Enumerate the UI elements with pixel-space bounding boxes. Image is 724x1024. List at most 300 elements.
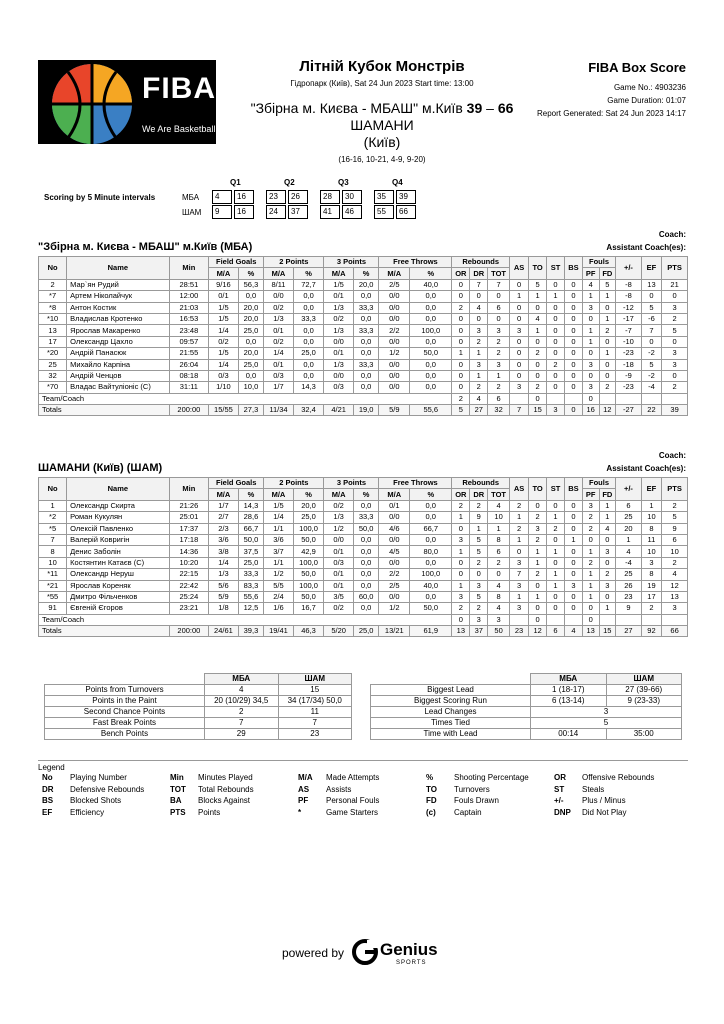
col-rebounds: Rebounds — [452, 257, 510, 268]
logo-text: FIBA — [142, 72, 216, 105]
player-stat: *11 — [39, 569, 67, 580]
player-stat: 3 — [662, 603, 688, 614]
interval-score-cell: 35 — [374, 190, 394, 204]
legend-desc: Fouls Drawn — [454, 796, 499, 805]
player-stat: 1 — [452, 546, 470, 557]
player-stat: 09:57 — [169, 336, 209, 347]
player-stat: 2 — [39, 279, 67, 290]
player-stat: 0 — [547, 557, 565, 568]
col-st: ST — [547, 478, 565, 501]
player-stat: 0 — [529, 302, 547, 313]
player-name: Денис Заболін — [67, 546, 169, 557]
player-stat: 1 — [547, 512, 565, 523]
player-stat: 0/1 — [324, 569, 353, 580]
player-stat: 1/3 — [209, 569, 238, 580]
stats-value: 6 (13-14) — [531, 696, 607, 707]
totals-stat: 4 — [564, 626, 582, 637]
home-box-score-table — [38, 256, 688, 416]
player-stat: 0/0 — [379, 302, 410, 313]
away-box-score-table — [38, 477, 688, 637]
legend-desc: Game Starters — [326, 807, 379, 817]
player-name: Мар`ян Рудий — [67, 279, 169, 290]
venue-info: Гідропарк (Київ), Sat 24 Jun 2023 Start time: 13:00 — [290, 79, 474, 88]
player-stat: 4 — [488, 580, 510, 591]
team-coach-label: Team/Coach — [39, 393, 452, 404]
player-stat: 0 — [564, 382, 582, 393]
player-stat: 0 — [488, 569, 510, 580]
player-stat: 1 — [529, 291, 547, 302]
totals-stat: 61,9 — [410, 626, 452, 637]
interval-team-abbr: ШАМ — [182, 208, 202, 217]
col-sub: M/A — [379, 489, 410, 500]
totals-stat: 32,4 — [293, 405, 324, 416]
totals-stat: 19,0 — [353, 405, 379, 416]
team-coach-stat — [616, 614, 642, 625]
player-stat: 0,0 — [353, 580, 379, 591]
player-stat: 55,6 — [238, 591, 264, 602]
col-sub: % — [293, 268, 324, 279]
stats-header-row — [371, 674, 682, 685]
player-stat: 0,0 — [410, 370, 452, 381]
legend-abbr: Min — [170, 773, 184, 782]
legend-abbr: No — [42, 773, 53, 782]
legend-desc: Shooting Percentage — [454, 773, 529, 782]
player-stat: 0 — [641, 291, 661, 302]
player-stat: 25,0 — [293, 348, 324, 359]
player-stat: 0,0 — [353, 557, 379, 568]
player-stat: 26:04 — [169, 359, 209, 370]
player-stat: 9 — [662, 523, 688, 534]
player-row — [39, 313, 688, 324]
player-stat: -6 — [641, 313, 661, 324]
interval-score-cell: 30 — [342, 190, 362, 204]
legend-desc: Minutes Played — [198, 773, 253, 782]
player-stat: 2 — [452, 500, 470, 511]
player-stat: 6 — [662, 534, 688, 545]
player-stat: 3 — [599, 580, 616, 591]
logo-tagline: We Are Basketball — [142, 124, 216, 134]
player-stat: 1 — [509, 291, 528, 302]
player-stat: 3 — [470, 580, 488, 591]
player-stat: 0,0 — [353, 382, 379, 393]
player-row — [39, 603, 688, 614]
player-stat: 0/1 — [324, 291, 353, 302]
player-stat: 19 — [641, 580, 661, 591]
player-stat: 1/2 — [264, 569, 293, 580]
player-stat: 1 — [599, 348, 616, 359]
col-3-points: 3 Points — [324, 257, 379, 268]
stats-label: Biggest Lead — [371, 685, 531, 696]
totals-stat: 37 — [470, 626, 488, 637]
player-stat: 20 — [616, 523, 642, 534]
player-stat: 0/2 — [209, 336, 238, 347]
player-stat: 8 — [641, 569, 661, 580]
genius-brand-sub: SPORTS — [396, 960, 427, 966]
legend-desc: Total Rebounds — [198, 784, 254, 794]
player-stat: 2 — [529, 348, 547, 359]
stats-row — [371, 685, 682, 696]
player-stat: 1 — [599, 313, 616, 324]
legend-abbr: EF — [42, 807, 53, 817]
player-stat: 20,0 — [238, 302, 264, 313]
stats-value: 35:00 — [606, 729, 682, 740]
player-name: Олександр Неруш — [67, 569, 169, 580]
player-name: Владислав Кротенко — [67, 313, 169, 324]
stats-value: 34 (17/34) 50,0 — [278, 696, 352, 707]
totals-stat: 27 — [616, 626, 642, 637]
legend-abbr: DNP — [554, 807, 571, 817]
col-sub: M/A — [379, 268, 410, 279]
interval-score-cell: 41 — [320, 205, 340, 219]
player-stat: 1/8 — [209, 603, 238, 614]
player-stat: 0,0 — [410, 313, 452, 324]
player-stat: 100,0 — [293, 557, 324, 568]
player-stat: 0 — [529, 500, 547, 511]
legend-abbr: AS — [298, 784, 310, 794]
col-name: Name — [67, 478, 169, 501]
player-stat: 16,7 — [293, 603, 324, 614]
player-stat: 17 — [641, 591, 661, 602]
totals-stat: 15/55 — [209, 405, 238, 416]
totals-stat: 16 — [582, 405, 599, 416]
player-stat: 0/0 — [379, 591, 410, 602]
player-stat: 0/1 — [324, 546, 353, 557]
totals-stat: 22 — [641, 405, 661, 416]
player-stat: 0 — [509, 348, 528, 359]
player-stat: 80,0 — [410, 546, 452, 557]
player-stat: 33,3 — [353, 325, 379, 336]
totals-stat: 50 — [488, 626, 510, 637]
player-stat: 0/2 — [264, 302, 293, 313]
legend-item — [426, 785, 490, 794]
stats-label: Time with Lead — [371, 729, 531, 740]
player-stat: -4 — [616, 557, 642, 568]
player-stat: 3 — [452, 591, 470, 602]
totals-stat: 55,6 — [410, 405, 452, 416]
player-stat: 33,3 — [353, 359, 379, 370]
player-stat: 2 — [509, 500, 528, 511]
player-stat: 0 — [564, 279, 582, 290]
player-stat: 0,0 — [410, 557, 452, 568]
player-stat: 33,3 — [238, 569, 264, 580]
player-stat: 0,0 — [238, 370, 264, 381]
player-stat: 0 — [452, 523, 470, 534]
player-stat: 33,3 — [353, 302, 379, 313]
interval-score-cell: 28 — [320, 190, 340, 204]
player-stat: 7 — [509, 569, 528, 580]
legend-item — [426, 808, 482, 817]
player-stat: 0/0 — [379, 336, 410, 347]
team-coach-stat: 0 — [529, 393, 547, 404]
player-stat: 0,0 — [293, 302, 324, 313]
player-stat: 0/1 — [379, 500, 410, 511]
player-row — [39, 291, 688, 302]
player-stat: 1/7 — [209, 500, 238, 511]
player-name: Дмитро Фільченков — [67, 591, 169, 602]
player-stat: 0,0 — [410, 336, 452, 347]
player-stat: 2 — [452, 302, 470, 313]
legend-abbr: FD — [426, 796, 437, 805]
player-stat: 2/7 — [209, 512, 238, 523]
stats-value: 7 — [278, 718, 352, 729]
player-stat: -12 — [616, 302, 642, 313]
player-stat: 9 — [616, 603, 642, 614]
totals-row — [39, 405, 688, 416]
player-stat: 0,0 — [353, 500, 379, 511]
col-plus-minus: +/- — [616, 257, 642, 280]
team-coach-stat: 3 — [488, 614, 510, 625]
player-stat: 1 — [509, 534, 528, 545]
player-stat: 0 — [564, 569, 582, 580]
legend-item — [554, 773, 654, 782]
legend-abbr: +/- — [554, 796, 564, 805]
player-stat: 0 — [662, 370, 688, 381]
away-team-name: ШАМАНИ — [350, 117, 414, 133]
player-stat: 0 — [564, 546, 582, 557]
col-st: ST — [547, 257, 565, 280]
legend-abbr: TO — [426, 784, 437, 794]
player-stat: 28:51 — [169, 279, 209, 290]
stats-label: Points in the Paint — [45, 696, 205, 707]
player-stat: *7 — [39, 291, 67, 302]
player-stat: 0,0 — [353, 603, 379, 614]
player-name: Ярослав Кореняк — [67, 580, 169, 591]
player-stat: 1 — [529, 546, 547, 557]
player-stat: 0 — [662, 336, 688, 347]
player-stat: 40,0 — [410, 580, 452, 591]
player-stat: 1 — [582, 291, 599, 302]
player-stat: 21:26 — [169, 500, 209, 511]
player-stat: 0 — [488, 313, 510, 324]
player-stat: 1 — [529, 557, 547, 568]
player-name: Олександр Скирта — [67, 500, 169, 511]
player-stat: *5 — [39, 523, 67, 534]
player-stat: 1 — [582, 336, 599, 347]
player-stat: 0 — [547, 500, 565, 511]
player-stat: 1 — [564, 534, 582, 545]
stats-label: Second Chance Points — [45, 707, 205, 718]
player-stat: 1/4 — [264, 348, 293, 359]
player-stat: 66,7 — [410, 523, 452, 534]
player-stat: 0 — [509, 279, 528, 290]
player-stat: 1/3 — [264, 313, 293, 324]
team-coach-stat: 0 — [529, 614, 547, 625]
player-stat: 50,0 — [293, 534, 324, 545]
player-stat: 4 — [582, 279, 599, 290]
player-stat: 13 — [641, 279, 661, 290]
col-sub: DR — [470, 268, 488, 279]
legend-desc: Blocks Against — [198, 796, 251, 805]
player-stat: 3 — [488, 325, 510, 336]
quarter-label: Q1 — [230, 178, 241, 187]
team-coach-stat — [599, 614, 616, 625]
player-stat: 17:18 — [169, 534, 209, 545]
legend-desc: Efficiency — [70, 807, 105, 817]
totals-stat: 23 — [509, 626, 528, 637]
legend-desc: Offensive Rebounds — [582, 773, 655, 782]
player-stat: 2 — [662, 313, 688, 324]
col-as: AS — [509, 257, 528, 280]
team-coach-stat — [599, 393, 616, 404]
player-stat: 5 — [470, 591, 488, 602]
player-stat: 0,0 — [353, 291, 379, 302]
player-name: Євгеній Єгоров — [67, 603, 169, 614]
player-stat: 0,0 — [293, 291, 324, 302]
player-stat: 4 — [488, 603, 510, 614]
genius-g-icon — [352, 938, 378, 966]
col-fouls: Fouls — [582, 478, 615, 489]
player-stat: 3/6 — [264, 534, 293, 545]
player-stat: 0 — [564, 370, 582, 381]
player-stat: 1 — [599, 291, 616, 302]
col-sub: OR — [452, 489, 470, 500]
player-stat: 0/1 — [324, 348, 353, 359]
away-score: 66 — [497, 100, 514, 116]
player-stat: 0,0 — [353, 313, 379, 324]
player-stat: 10 — [488, 512, 510, 523]
player-stat: 0/0 — [324, 370, 353, 381]
col-field-goals: Field Goals — [209, 257, 264, 268]
match-header — [222, 58, 542, 164]
quarter-label: Q3 — [338, 178, 349, 187]
interval-team-abbr: МБА — [182, 193, 200, 202]
player-stat: 1/1 — [264, 557, 293, 568]
col-sub: DR — [470, 489, 488, 500]
player-stat: 8 — [488, 591, 510, 602]
totals-stat: 4/21 — [324, 405, 353, 416]
player-stat: 1/10 — [209, 382, 238, 393]
player-stat: 83,3 — [238, 580, 264, 591]
player-stat: 37,5 — [238, 546, 264, 557]
player-stat: 0 — [529, 580, 547, 591]
player-stat: 2 — [470, 382, 488, 393]
player-stat: 0,0 — [410, 359, 452, 370]
team-coach-stat — [641, 393, 661, 404]
player-stat: 0 — [470, 569, 488, 580]
totals-stat: 7 — [509, 405, 528, 416]
player-stat: 0/2 — [324, 313, 353, 324]
player-stat: 3 — [488, 359, 510, 370]
interval-score-cell: 55 — [374, 205, 394, 219]
col-min: Min — [169, 478, 209, 501]
player-stat: 10 — [662, 546, 688, 557]
col-bs: BS — [564, 478, 582, 501]
player-stat: 3/5 — [324, 591, 353, 602]
player-stat: 0/3 — [209, 370, 238, 381]
player-stat: 42,9 — [293, 546, 324, 557]
player-row — [39, 382, 688, 393]
player-stat: 0 — [452, 569, 470, 580]
totals-stat: 200:00 — [169, 405, 209, 416]
player-stat: *10 — [39, 313, 67, 324]
player-stat: 0/1 — [264, 359, 293, 370]
col-2-points: 2 Points — [264, 478, 324, 489]
player-row — [39, 512, 688, 523]
player-stat: 3 — [509, 557, 528, 568]
player-stat: 0 — [564, 359, 582, 370]
header-row — [39, 478, 688, 489]
player-name: Костянтин Катаєв (C) — [67, 557, 169, 568]
player-stat: 0 — [547, 370, 565, 381]
player-stat: 1 — [582, 591, 599, 602]
player-stat: 66,7 — [238, 523, 264, 534]
col-ef: EF — [641, 478, 661, 501]
col-sub: M/A — [209, 268, 238, 279]
player-stat: 3 — [582, 302, 599, 313]
player-stat: 1 — [616, 534, 642, 545]
interval-score-cell: 39 — [396, 190, 416, 204]
player-stat: 17 — [39, 336, 67, 347]
player-stat: 0 — [564, 603, 582, 614]
player-row — [39, 302, 688, 313]
player-stat: 2 — [599, 382, 616, 393]
col-sub: % — [293, 489, 324, 500]
player-stat: 0,0 — [353, 348, 379, 359]
stats-header-row — [45, 674, 352, 685]
stats-row — [45, 685, 352, 696]
player-stat: 0/1 — [264, 325, 293, 336]
totals-stat: 27 — [470, 405, 488, 416]
totals-stat: 39,3 — [238, 626, 264, 637]
player-stat: 3 — [509, 603, 528, 614]
player-row — [39, 279, 688, 290]
player-stat: 0 — [582, 370, 599, 381]
player-stat: 1 — [547, 580, 565, 591]
col-sub: % — [353, 268, 379, 279]
player-stat: 0 — [547, 313, 565, 324]
player-stat: 0,0 — [410, 382, 452, 393]
team-coach-stat — [509, 614, 528, 625]
player-stat: 0/0 — [379, 291, 410, 302]
player-name: Антон Костик — [67, 302, 169, 313]
player-stat: 0 — [599, 557, 616, 568]
team-coach-stat — [564, 614, 582, 625]
player-stat: 0 — [529, 359, 547, 370]
player-stat: 3 — [470, 359, 488, 370]
player-row — [39, 500, 688, 511]
player-stat: 28,6 — [238, 512, 264, 523]
header-row — [39, 257, 688, 268]
player-name: Олександр Цахло — [67, 336, 169, 347]
col-free-throws: Free Throws — [379, 257, 452, 268]
legend-abbr: OR — [554, 773, 566, 782]
player-stat: 1 — [488, 523, 510, 534]
player-stat: 0 — [470, 313, 488, 324]
player-stat: 1/5 — [209, 302, 238, 313]
player-stat: 1 — [582, 325, 599, 336]
genius-sports-logo — [352, 938, 442, 968]
stats-value: 4 — [205, 685, 279, 696]
legend-item — [554, 785, 604, 794]
stats-header-blank — [45, 674, 205, 685]
player-stat: 10:20 — [169, 557, 209, 568]
player-stat: 10 — [641, 512, 661, 523]
totals-stat: 5/9 — [379, 405, 410, 416]
totals-stat: 12 — [529, 626, 547, 637]
player-stat: 4 — [616, 546, 642, 557]
player-stat: 1 — [509, 512, 528, 523]
player-name: Валерій Ковригін — [67, 534, 169, 545]
col-fouls: Fouls — [582, 257, 615, 268]
player-stat: 0/2 — [324, 500, 353, 511]
player-stat: 1 — [452, 348, 470, 359]
team-coach-stat: 0 — [582, 393, 599, 404]
player-stat: 1/4 — [209, 359, 238, 370]
player-stat: 8 — [641, 523, 661, 534]
player-stat: -18 — [616, 359, 642, 370]
player-stat: 0 — [547, 336, 565, 347]
player-stat: 5 — [662, 512, 688, 523]
